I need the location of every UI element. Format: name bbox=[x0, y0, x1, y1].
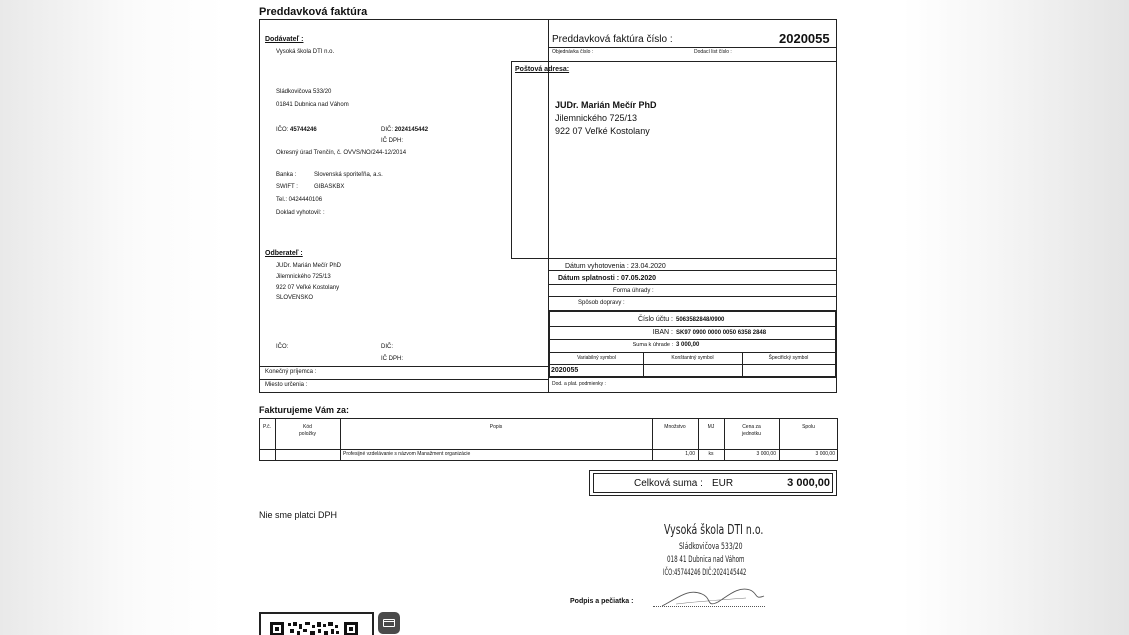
customer-city: 922 07 Veľké Kostolany bbox=[276, 285, 340, 291]
supplier-heading: Dodávateľ : bbox=[265, 36, 304, 43]
customer-icdph: IČ DPH: bbox=[381, 356, 404, 362]
col-total: Spolu bbox=[802, 424, 815, 430]
invoice-sheet bbox=[228, 0, 900, 635]
supplier-bank: Slovenská sporiteľňa, a.s. bbox=[314, 172, 383, 178]
rule bbox=[548, 47, 837, 48]
final-recipient: Konečný príjemca : bbox=[265, 369, 317, 375]
total-value: 3 000,00 bbox=[787, 477, 830, 489]
col-price: Cena za bbox=[742, 424, 761, 430]
supplier-issuer: Doklad vyhotovil: : bbox=[276, 210, 325, 216]
ss-label: Špecifický symbol bbox=[768, 355, 809, 361]
customer-name: JUDr. Marián Mečír PhD bbox=[276, 263, 342, 269]
supplier-icdph: IČ DPH: bbox=[381, 138, 404, 144]
rule bbox=[259, 366, 548, 367]
col-code-2: položky bbox=[299, 431, 316, 437]
col-qty: Množstvo bbox=[664, 424, 686, 430]
order-number-label: Objednávka číslo : bbox=[552, 49, 594, 55]
item-desc: Profesijné vzdelávanie s názvom Manažment organizácie bbox=[343, 451, 471, 457]
rule bbox=[550, 326, 835, 327]
total-currency: EUR bbox=[712, 478, 734, 489]
shipping-method: Spôsob dopravy : bbox=[578, 300, 625, 306]
item-unit: ks bbox=[708, 451, 714, 457]
stamp-line-4: IČO:45744246 DIČ:2024145442 bbox=[663, 568, 747, 578]
rule bbox=[548, 296, 837, 297]
supplier-street: Sládkovičova 533/20 bbox=[276, 89, 332, 95]
postal-heading: Poštová adresa: bbox=[515, 66, 570, 73]
vat-note: Nie sme platci DPH bbox=[259, 510, 338, 520]
signature-line bbox=[653, 606, 765, 607]
stamp-line-3: 018 41 Dubnica nad Váhom bbox=[667, 555, 745, 565]
pay-by-square-icon bbox=[378, 612, 400, 634]
iban-label: IBAN : bbox=[652, 329, 673, 336]
customer-country: SLOVENSKO bbox=[276, 295, 314, 301]
destination: Miesto určenia : bbox=[265, 382, 308, 388]
conditions: Dod. a plat. podmienky : bbox=[552, 381, 606, 387]
customer-dic: DIČ: bbox=[381, 344, 393, 350]
account-number: 5063582848/0900 bbox=[676, 317, 725, 323]
items-heading: Fakturujeme Vám za: bbox=[259, 405, 350, 415]
customer-ico: IČO: bbox=[276, 344, 289, 350]
customer-street: Jilemnického 725/13 bbox=[276, 274, 331, 280]
stamp-line-1: Vysoká škola DTI n.o. bbox=[664, 523, 764, 538]
supplier-tel: Tel.: 0424440106 bbox=[276, 197, 323, 203]
postal-city: 922 07 Veľké Kostolany bbox=[555, 126, 650, 136]
iban-value: SK97 0900 0000 0050 6358 2848 bbox=[676, 330, 767, 336]
postal-street: Jilemnického 725/13 bbox=[555, 113, 638, 123]
sum-value: 3 000,00 bbox=[676, 342, 700, 348]
rule bbox=[742, 352, 743, 376]
ks-label: Konštantný symbol bbox=[671, 355, 714, 361]
rule bbox=[550, 352, 835, 353]
supplier-bank-label: Banka : bbox=[276, 172, 297, 178]
item-total: 3 000,00 bbox=[815, 451, 835, 457]
payment-form: Forma úhrady : bbox=[613, 288, 654, 294]
col-code: Kód bbox=[303, 424, 312, 430]
document-title: Preddavková faktúra bbox=[259, 6, 368, 18]
rule bbox=[548, 284, 837, 285]
supplier-swift-label: SWIFT : bbox=[276, 184, 298, 190]
supplier-ico: IČO: 45744246 bbox=[276, 127, 317, 133]
invoice-number-label: Preddavková faktúra číslo : bbox=[552, 34, 673, 45]
delivery-note-label: Dodací list číslo : bbox=[694, 49, 732, 55]
rule bbox=[259, 449, 838, 450]
rule bbox=[548, 270, 837, 271]
supplier-registry: Okresný úrad Trenčín, č. OVVS/NO/244-12/2014 bbox=[276, 150, 407, 156]
supplier-city: 01841 Dubnica nad Váhom bbox=[276, 102, 349, 108]
rule bbox=[643, 352, 644, 376]
item-qty: 1,00 bbox=[685, 451, 695, 457]
customer-heading: Odberateľ : bbox=[265, 250, 303, 257]
account-label: Číslo účtu : bbox=[637, 316, 673, 323]
supplier-swift: GIBASKBX bbox=[314, 184, 345, 190]
item-price: 3 000,00 bbox=[756, 451, 776, 457]
col-desc: Popis bbox=[489, 424, 503, 430]
stamp-line-2: Sládkovičova 533/20 bbox=[679, 542, 743, 552]
rule bbox=[550, 339, 835, 340]
qr-code-icon bbox=[270, 620, 368, 635]
issued-date: Dátum vyhotovenia : 23.04.2020 bbox=[565, 263, 666, 270]
sum-label: Suma k úhrade : bbox=[632, 342, 673, 348]
postal-name: JUDr. Marián Mečír PhD bbox=[555, 100, 657, 110]
vs-label: Variabilný symbol bbox=[577, 355, 616, 361]
invoice-number: 2020055 bbox=[779, 31, 830, 46]
col-pc: P.č. bbox=[263, 424, 271, 430]
col-unit: MJ bbox=[707, 424, 715, 430]
supplier-name: Vysoká škola DTI n.o. bbox=[276, 49, 335, 55]
rule bbox=[550, 364, 835, 365]
vs-value: 2020055 bbox=[551, 367, 579, 374]
rule bbox=[259, 379, 548, 380]
signature-label: Podpis a pečiatka : bbox=[570, 598, 634, 605]
supplier-dic: DIČ: 2024145442 bbox=[381, 127, 429, 133]
col-price-2: jednotku bbox=[742, 431, 761, 437]
due-date: Dátum splatnosti : 07.05.2020 bbox=[558, 275, 657, 282]
postal-address-box bbox=[511, 61, 837, 259]
total-label: Celková suma : bbox=[634, 478, 703, 489]
